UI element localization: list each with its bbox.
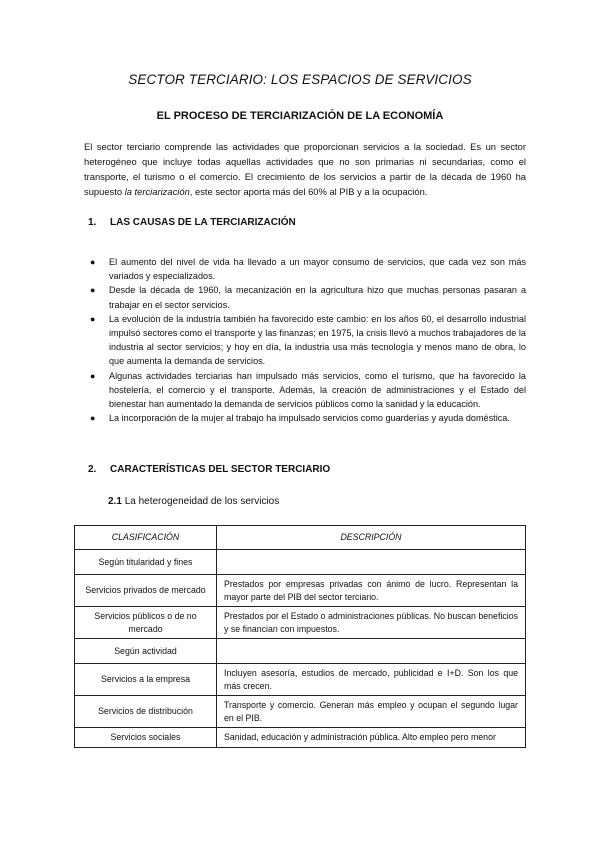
intro-paragraph xyxy=(84,139,526,199)
cell-description xyxy=(217,550,526,575)
bullet-icon: ● xyxy=(90,413,96,424)
section-subtitle: EL PROCESO DE TERCIARIZACIÓN DE LA ECONOMÍA xyxy=(156,110,444,122)
cell-classification: Servicios públicos o de no mercado xyxy=(75,607,217,639)
intro-italic: la terciarización xyxy=(124,186,190,197)
causes-list xyxy=(90,255,526,425)
subsection-heading xyxy=(108,496,279,507)
cell-description: Incluyen asesoría, estudios de mercado, publicidad e I+D. Son los que más crecen. xyxy=(217,664,526,696)
page-title: SECTOR TERCIARIO: LOS ESPACIOS DE SERVICIOS xyxy=(128,72,472,87)
bullet-icon: ● xyxy=(90,257,96,267)
table-row xyxy=(75,664,526,696)
section-2-title: CARACTERÍSTICAS DEL SECTOR TERCIARIO xyxy=(110,464,331,475)
section-1-heading xyxy=(88,217,296,228)
cell-classification: Servicios a la empresa xyxy=(75,664,217,696)
section-1-number: 1. xyxy=(88,217,97,228)
list-item xyxy=(90,312,526,369)
section-2-heading xyxy=(88,464,330,475)
bullet-icon: ● xyxy=(90,370,96,381)
table-row xyxy=(75,607,526,639)
cell-description: Sanidad, educación y administración pública. Alto empleo pero menor xyxy=(217,728,526,748)
table-row xyxy=(75,575,526,607)
bullet-text: La evolución de la industria también ha favorecido este cambio: en los años 60, el desarrollo industrial impulsó sectores como el transporte y las finanzas; en 1975, la crisis llevó a muchos trabajadores de la industria al sector servicios; y hoy en día, la industria usa más tecnología y menos mano de obra, lo que aumenta la demanda de servicios. xyxy=(109,313,526,367)
bullet-text: La incorporación de la mujer al trabajo ha impulsado servicios como guarderías y ayuda doméstica. xyxy=(109,413,510,424)
cell-description: Prestados por empresas privadas con ánimo de lucro. Representan la mayor parte del PIB del sector terciario. xyxy=(217,575,526,607)
cell-classification: Servicios privados de mercado xyxy=(75,575,217,607)
table-row xyxy=(75,639,526,664)
cell-classification: Según titularidad y fines xyxy=(75,550,217,575)
cell-description: Transporte y comercio. Generan más empleo y ocupan el segundo lugar en el PIB. xyxy=(217,696,526,728)
table-row xyxy=(75,550,526,575)
section-2-number: 2. xyxy=(88,464,97,475)
subsection-title: La heterogeneidad de los servicios xyxy=(124,496,280,507)
table-row xyxy=(75,696,526,728)
intro-text: El sector terciario comprende las actividades que proporcionan servicios a la sociedad. Es un sector heterogéneo que incluye todas aquellas actividades que no son primarias ni secundarias, como el transporte, el turismo o el comercio. El crecimiento de los servicios a partir de la década de 1960 ha supuesto xyxy=(84,141,526,197)
cell-classification: Servicios de distribución xyxy=(75,696,217,728)
header-descripcion: DESCRIPCIÓN xyxy=(217,526,526,550)
list-item xyxy=(90,283,526,311)
bullet-text: Algunas actividades terciarias han impulsado más servicios, como el turismo, que ha favorecido la hostelería, el comercio y el transporte. Además, la creación de administraciones y el Estado del bienestar han aumentado la demanda de servicios públicos como la sanidad y la educación. xyxy=(109,370,526,410)
list-item xyxy=(90,369,526,412)
list-item xyxy=(90,411,526,425)
cell-description xyxy=(217,639,526,664)
bullet-text: Desde la década de 1960, la mecanización en la agricultura hizo que muchas personas pasaran a trabajar en el sector servicios. xyxy=(109,285,526,310)
cell-classification: Según actividad xyxy=(75,639,217,664)
bullet-icon: ● xyxy=(90,285,96,296)
cell-description: Prestados por el Estado o administraciones públicas. No buscan beneficios y se financian con impuestos. xyxy=(217,607,526,639)
list-item xyxy=(90,255,526,283)
subsection-number: 2.1 xyxy=(108,496,122,507)
cell-classification: Servicios sociales xyxy=(75,728,217,748)
intro-end: , este sector aporta más del 60% al PIB y a la ocupación. xyxy=(189,186,428,197)
bullet-icon: ● xyxy=(90,313,96,324)
table-row xyxy=(75,728,526,748)
header-clasificacion: CLASIFICACIÓN xyxy=(75,526,217,550)
section-1-title: LAS CAUSAS DE LA TERCIARIZACIÓN xyxy=(110,217,296,228)
bullet-text: El aumento del nivel de vida ha llevado a un mayor consumo de servicios, que cada vez son más variados y especializados. xyxy=(109,257,526,282)
table-header-row xyxy=(75,526,526,550)
services-table xyxy=(74,525,526,748)
